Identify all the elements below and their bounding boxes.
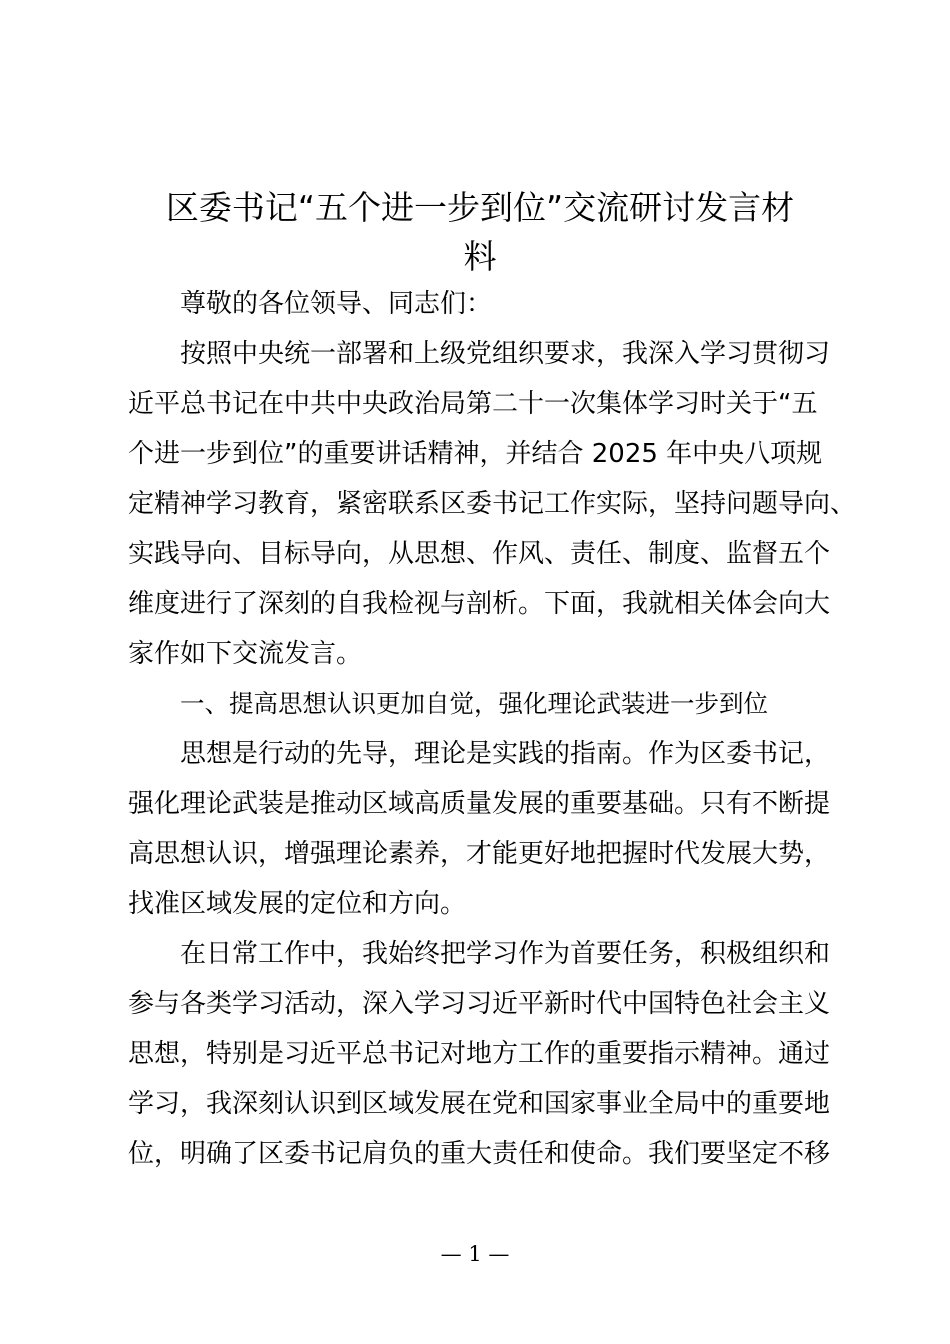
title-line: 料	[463, 237, 497, 276]
paragraph-line: 实践导向、目标导向，从思想、作风、责任、制度、监督五个	[128, 539, 831, 569]
paragraph-line: 维度进行了深刻的自我检视与剖析。下面，我就相关体会向大	[128, 589, 831, 619]
paragraph-theory	[128, 729, 831, 929]
paragraph-line: 学习，我深刻认识到区域发展在党和国家事业全局中的重要地	[128, 1089, 831, 1119]
paragraph-line: 思想是行动的先导，理论是实践的指南。作为区委书记，	[180, 739, 831, 769]
section-heading: 一、提高思想认识更加自觉，强化理论武装进一步到位	[180, 689, 768, 718]
paragraph-line: 近平总书记在中共中央政治局第二十一次集体学习时关于“五	[128, 389, 818, 419]
paragraph-study	[128, 929, 831, 1179]
paragraph-line: 高思想认识，增强理论素养，才能更好地把握时代发展大势，	[128, 839, 831, 869]
paragraph-line: 位，明确了区委书记肩负的重大责任和使命。我们要坚定不移	[128, 1139, 831, 1169]
paragraph-line: 参与各类学习活动，深入学习习近平新时代中国特色社会主义	[128, 989, 831, 1019]
paragraph-intro	[128, 329, 857, 679]
document-body	[128, 279, 857, 1179]
paragraph-line: 强化理论武装是推动区域高质量发展的重要基础。只有不断提	[128, 789, 831, 819]
paragraph-line: 找准区域发展的定位和方向。	[128, 889, 467, 919]
document-title	[118, 183, 842, 281]
paragraph-line: 定精神学习教育，紧密联系区委书记工作实际，坚持问题导向、	[128, 489, 857, 519]
paragraph-line: 思想，特别是习近平总书记对地方工作的重要指示精神。通过	[128, 1039, 831, 1069]
salutation: 尊敬的各位领导、同志们：	[180, 289, 493, 319]
paragraph-line: 个进一步到位”的重要讲话精神，并结合 2025 年中央八项规	[128, 439, 823, 469]
paragraph-line: 在日常工作中，我始终把学习作为首要任务，积极组织和	[180, 939, 831, 969]
paragraph-line: 按照中央统一部署和上级党组织要求，我深入学习贯彻习	[180, 339, 831, 369]
title-line: 区委书记“五个进一步到位”交流研讨发言材	[165, 188, 795, 227]
page-number: — 1 —	[440, 1242, 510, 1266]
paragraph-line: 家作如下交流发言。	[128, 639, 363, 669]
